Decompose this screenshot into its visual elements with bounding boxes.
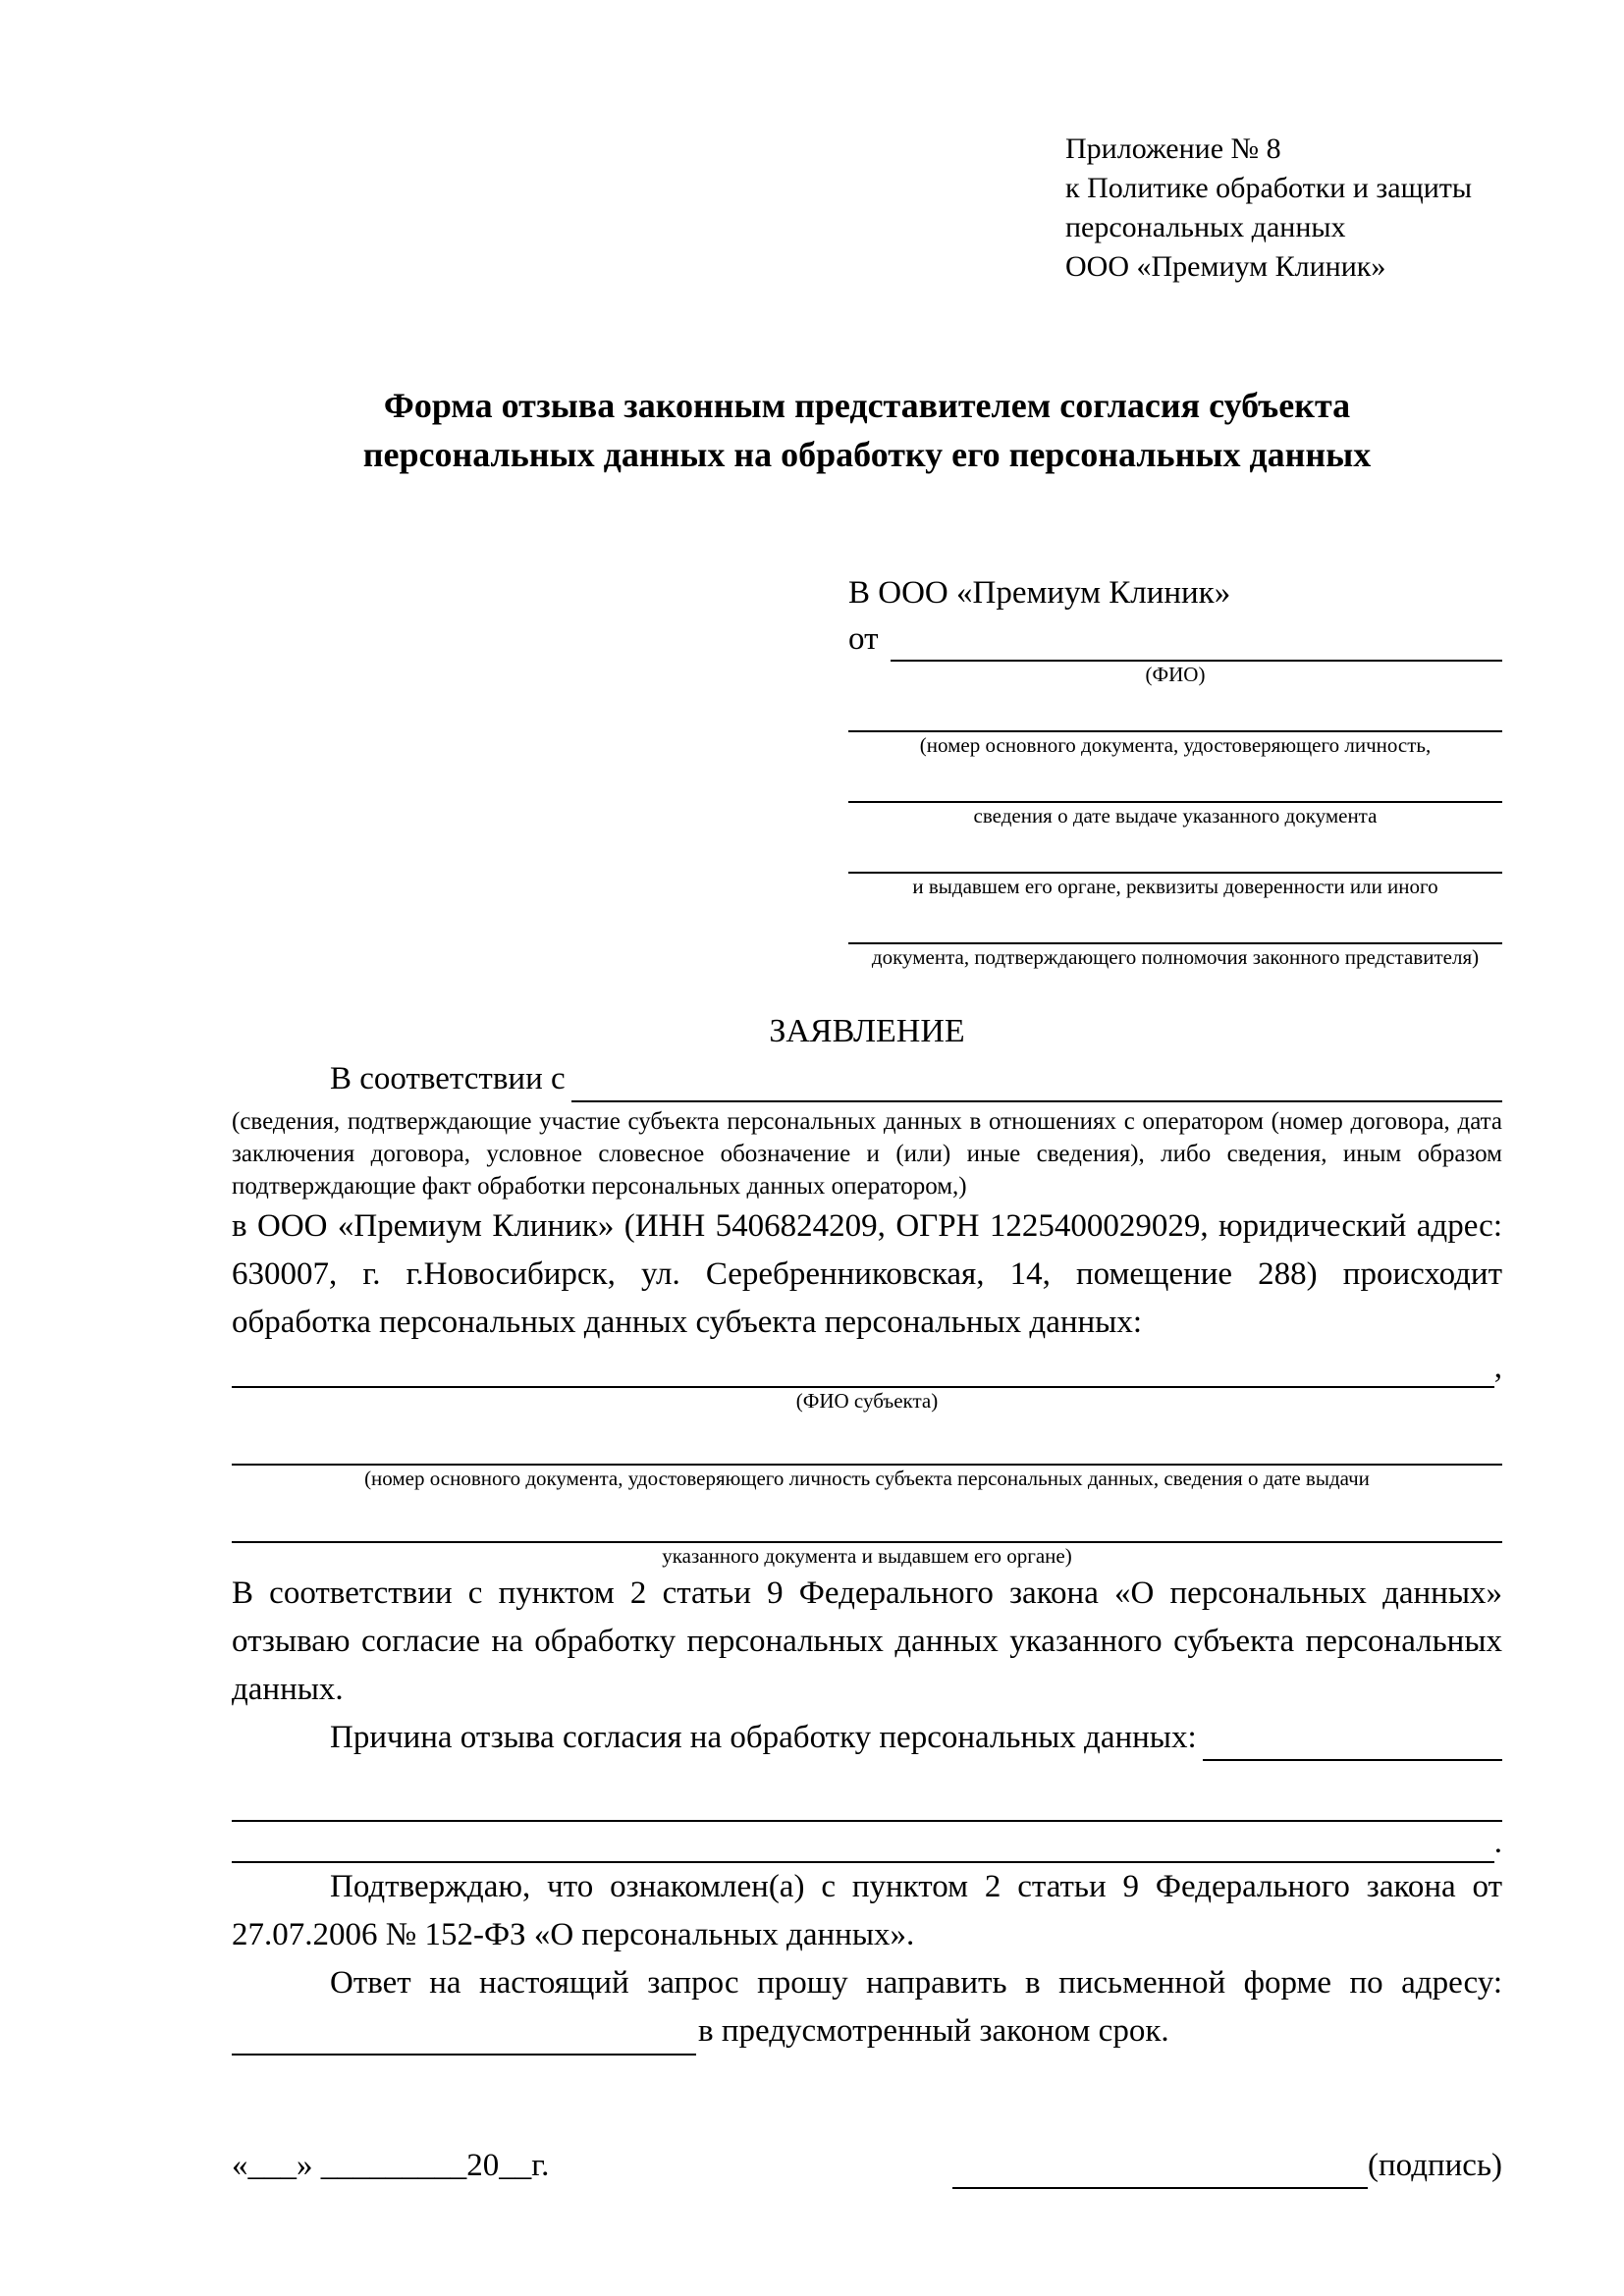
subject-fio-line bbox=[232, 1347, 1494, 1388]
subject-fio-comma: , bbox=[1493, 1350, 1502, 1385]
appendix-note-line-2: к Политике обработки и защиты bbox=[1065, 172, 1473, 204]
intro-row bbox=[232, 1055, 1502, 1102]
subject-fio-caption: (ФИО субъекта) bbox=[795, 1389, 939, 1413]
reply-suffix: в предусмотренный законом срок. bbox=[698, 2013, 1169, 2049]
subject-doc-line-1 bbox=[232, 1415, 1502, 1466]
subject-doc-caption-2: указанного документа и выдавшем его органе) bbox=[662, 1544, 1072, 1568]
subject-doc-caption-1: (номер основного документа, удостоверяющего личность субъекта персональных данных, сведения о дате выдачи bbox=[364, 1467, 1370, 1490]
statement-heading: ЗАЯВЛЕНИЕ bbox=[769, 1013, 965, 1049]
date-line: «___» _________20__г. bbox=[232, 2148, 550, 2183]
withdraw-paragraph: В соответствии с пунктом 2 статьи 9 Федерального закона «О персональных данных» отзываю согласие на обработку персональных данных указанного субъекта персональных данных. bbox=[232, 1575, 1502, 1707]
reply-address-row bbox=[232, 2007, 1502, 2056]
representative-doc-caption-1: (номер основного документа, удостоверяющего личность, bbox=[919, 733, 1432, 757]
reason-blank-line-2 bbox=[232, 1822, 1502, 1863]
fio-caption: (ФИО) bbox=[1145, 663, 1206, 686]
addressee-block bbox=[848, 569, 1502, 971]
representative-name-line bbox=[891, 616, 1503, 662]
signature-caption: (подпись) bbox=[1368, 2148, 1502, 2183]
representative-doc-caption-3: и выдавшем его органе, реквизиты доверенности или иного bbox=[912, 875, 1438, 898]
subject-fio-row bbox=[232, 1347, 1502, 1388]
representative-doc-caption-2: сведения о дате выдаче указанного документа bbox=[973, 804, 1378, 828]
representative-doc-line-3 bbox=[848, 829, 1502, 874]
acknowledge-paragraph: Подтверждаю, что ознакомлен(а) с пунктом 2 статьи 9 Федерального закона от 27.07.2006 № 152-ФЗ «О персональных данных». bbox=[232, 1869, 1502, 1952]
reason-blank-period: . bbox=[1493, 1825, 1502, 1860]
reason-blank-line-1 bbox=[232, 1767, 1502, 1822]
subject-doc-line-2 bbox=[232, 1492, 1502, 1543]
reason-blank-fill bbox=[232, 1822, 1494, 1863]
appendix-note-line-1: Приложение № 8 bbox=[1065, 133, 1281, 165]
reason-fill-line bbox=[1203, 1714, 1502, 1761]
reply-address-line bbox=[232, 2007, 696, 2056]
representative-doc-line-1 bbox=[848, 688, 1502, 732]
representative-doc-line-4 bbox=[848, 900, 1502, 944]
intro-prefix: В соответствии с bbox=[330, 1061, 566, 1096]
intro-caption: (сведения, подтверждающие участие субъекта персональных данных в отношениях с оператором (номер договора, дата заключения договора, условное словесное обозначение и (или) иные сведения), либо сведения, иным образом подтверждающие факт обработки персональных данных оператором,) bbox=[232, 1108, 1502, 1200]
intro-fill-line bbox=[571, 1055, 1502, 1102]
reason-prefix: Причина отзыва согласия на обработку персональных данных: bbox=[330, 1720, 1197, 1755]
addressee-from-row bbox=[848, 616, 1502, 662]
representative-doc-line-2 bbox=[848, 759, 1502, 803]
appendix-note-line-3: персональных данных bbox=[1065, 211, 1346, 243]
signature-group bbox=[952, 2142, 1502, 2189]
appendix-note bbox=[1065, 130, 1502, 287]
representative-doc-caption-4: документа, подтверждающего полномочия законного представителя) bbox=[871, 945, 1480, 969]
appendix-note-line-4: ООО «Премиум Клиник» bbox=[1065, 250, 1386, 283]
page-title: Форма отзыва законным представителем согласия субъекта персональных данных на обработку его персональных данных bbox=[362, 386, 1372, 474]
from-label: от bbox=[848, 621, 879, 657]
addressee-to: В ООО «Премиум Клиник» bbox=[848, 575, 1231, 611]
operator-paragraph: в ООО «Премиум Клиник» (ИНН 5406824209, ОГРН 1225400029029, юридический адрес: 630007, г. г.Новосибирск, ул. Серебренниковская, 14, помещение 288) происходит обработка персональных данных субъекта персональных данных: bbox=[232, 1208, 1502, 1340]
reply-prefix-line: Ответ на настоящий запрос прошу направить в письменной форме по адресу: bbox=[330, 1965, 1502, 2001]
signature-line bbox=[952, 2142, 1368, 2189]
footer-row bbox=[232, 2142, 1502, 2189]
reason-row bbox=[232, 1714, 1502, 1761]
